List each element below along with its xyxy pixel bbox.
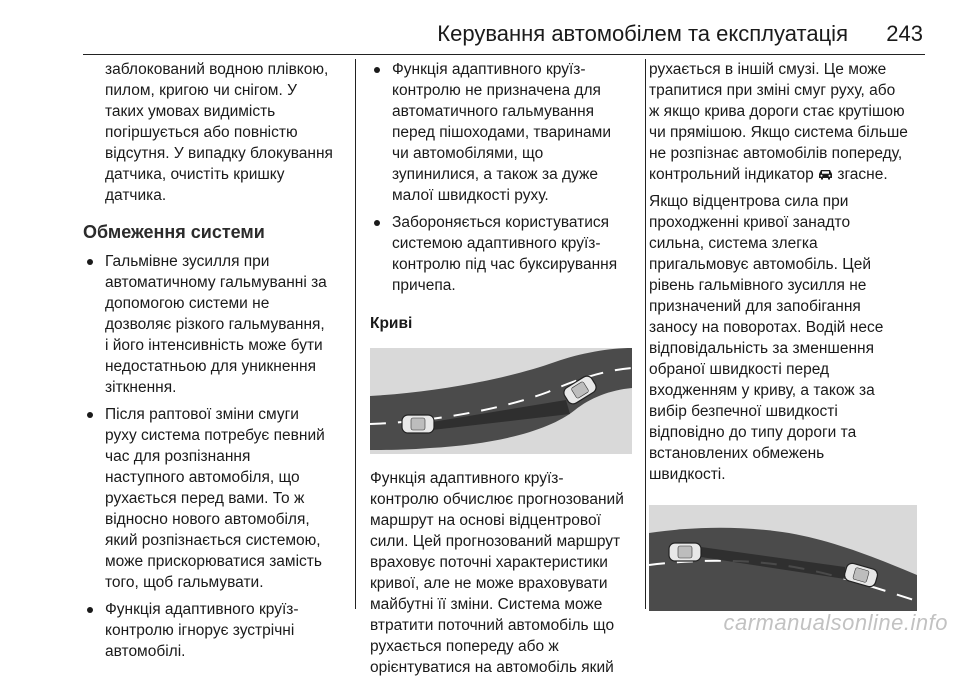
text-line: заблокований водною плівкою, xyxy=(105,61,329,78)
list-item: Забороняється користуватися системою адаптивного круїз- контролю під час буксирування причепа. xyxy=(370,212,635,296)
text-line: погіршується або повністю xyxy=(105,124,298,141)
centrifugal-force-paragraph: Якщо відцентрова сила при проходженні кривої занадто сильна, система злегка пригальмовує автомобіль. Цей рівень гальмівного зусилля не призначений для запобігання заносу на поворотах. Водій несе відповідальність за зменшення обраної швидкості перед входженням у криву, а також за вибір безпечної швидкості відповідно до типу дороги та встановлених обмежень швидкості. xyxy=(649,193,884,483)
column-2 xyxy=(370,59,635,678)
text-line: відсутня. У випадку блокування xyxy=(105,145,333,162)
curve-illustration xyxy=(370,348,632,454)
list-item: Після раптової зміни смуги руху система потребує певний час для розпізнання наступного автомобіля, що рухається перед вами. То ж відносно нового автомобіля, який розпізнається системою, може прискорюватися замість того, щоб гальмувати. xyxy=(83,404,348,593)
column-3 xyxy=(649,59,931,611)
watermark: carmanualsonline.info xyxy=(723,610,948,635)
running-title: Керування автомобілем та експлуатація xyxy=(437,21,848,46)
list-item: Функція адаптивного круїз- контролю не призначена для автоматичного гальмування перед пішоходами, тваринами чи автомобілями, що зупинилися, а також за дуже малої швидкості руху. xyxy=(370,59,635,206)
text-line: датчика. xyxy=(105,187,167,204)
section-heading: Обмеження системи xyxy=(83,222,265,242)
curves-paragraph-continued: рухається в іншій смузі. Це може трапитися при зміні смуг руху, або ж якщо крива дороги стає крутішою чи прямішою. Якщо система більше не розпізнає автомобілів попереду, контрольний індикатор згасне. xyxy=(649,61,908,183)
curve-illustration-2 xyxy=(649,505,917,611)
text-line: пилом, кригою чи снігом. У xyxy=(105,82,297,99)
text-line: таких умовах видимість xyxy=(105,103,276,120)
continuation-paragraph xyxy=(83,59,348,206)
limitations-list-continued xyxy=(370,59,635,296)
text-line: датчика, очистіть кришку xyxy=(105,166,285,183)
column-divider-1 xyxy=(355,59,356,609)
page-number: 243 xyxy=(886,21,923,46)
vehicle-ahead-indicator-icon xyxy=(818,169,833,180)
list-item: Функція адаптивного круїз- контролю ігнорує зустрічні автомобілі. xyxy=(83,599,348,662)
limitations-list xyxy=(83,251,348,662)
header-rule xyxy=(83,54,925,55)
column-1 xyxy=(83,59,348,668)
subsection-heading: Криві xyxy=(370,315,413,332)
page-header xyxy=(0,0,960,60)
list-item: Гальмівне зусилля при автоматичному гальмуванні за допомогою системи не дозволяє різкого гальмування, і його інтенсивність може бути недостатньою для уникнення зіткнення. xyxy=(83,251,348,398)
curves-paragraph: Функція адаптивного круїз- контролю обчислює прогнозований маршрут на основі відцентрової сили. Цей прогнозований маршрут враховує поточні характеристики кривої, але не може враховувати майбутні її зміни. Система може втратити поточний автомобіль що рухається попереду або ж орієнтуватися на автомобіль який xyxy=(370,470,624,676)
column-divider-2 xyxy=(645,59,646,609)
